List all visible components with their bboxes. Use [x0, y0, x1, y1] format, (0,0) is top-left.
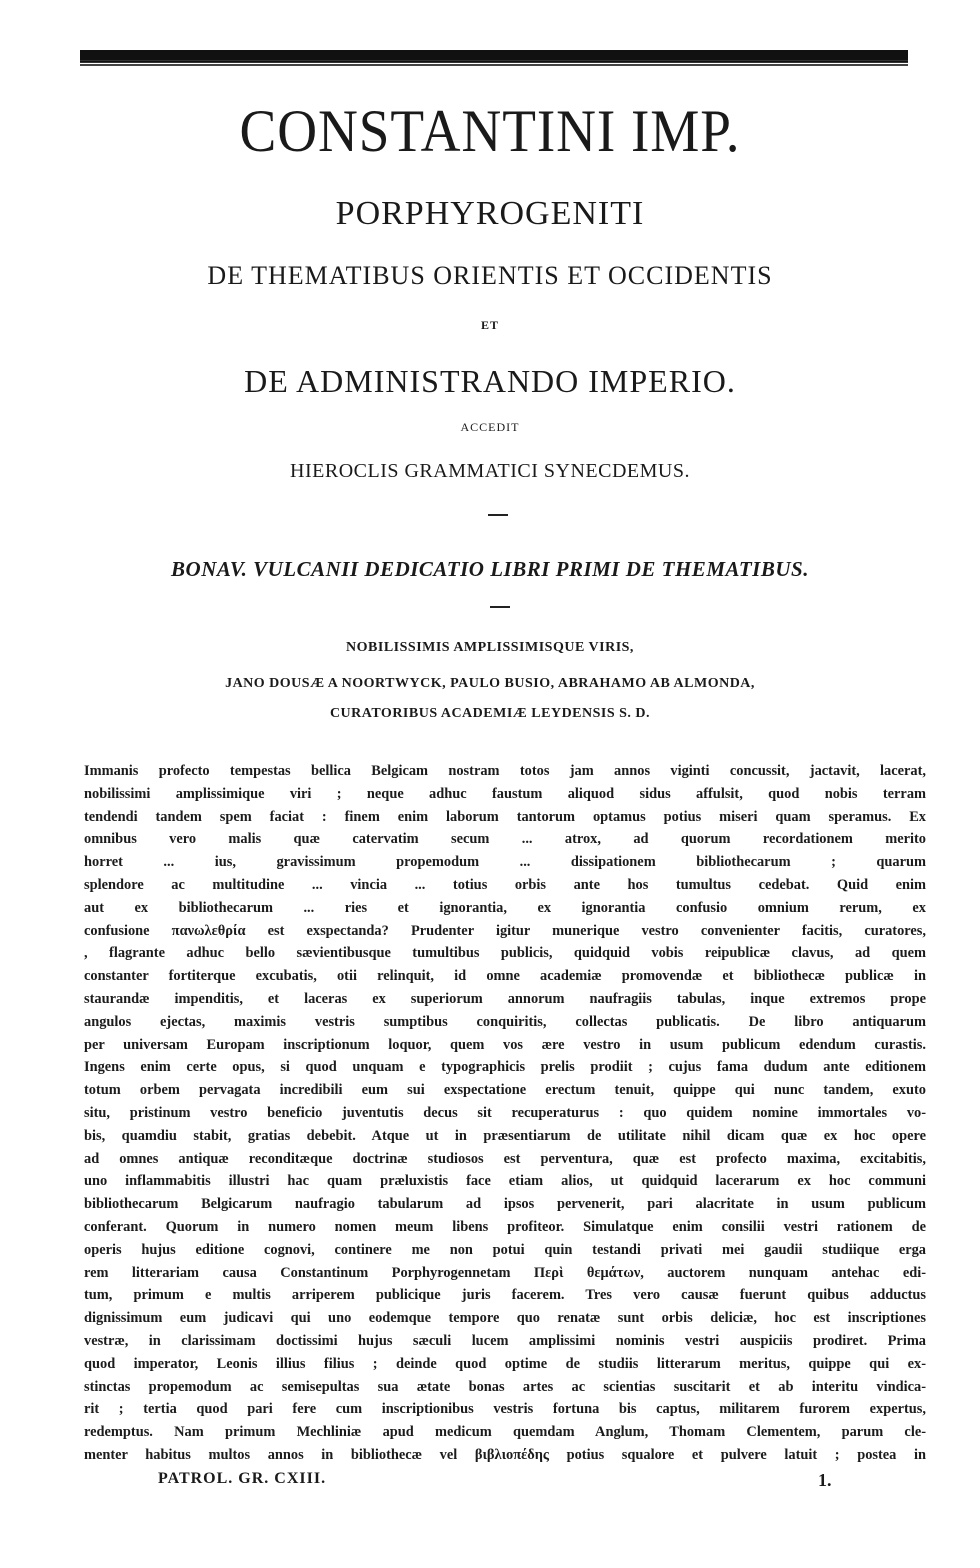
body-line: Immanis profecto tempestas bellica Belgicam nostram totos jam annos viginti concussit, jactavit, lacerat, [84, 763, 926, 779]
body-line: staurandæ impenditis, et laceras ex superiorum annorum naufragiis tabulas, inque extremos prope [84, 990, 926, 1007]
dedication-line: JANO DOUSÆ A NOORTWYCK, PAULO BUSIO, ABRAHAMO AB ALMONDA, [225, 676, 755, 691]
body-line: bis, quamdiu stabit, gratias debebit. Atque ut in præsentiarum de utilitate nihil dicam quæ ex hoc opere [84, 1127, 926, 1144]
subtitle-de-thematibus: DE THEMATIBUS ORIENTIS ET OCCIDENTIS [207, 261, 773, 290]
page-number: 1. [818, 1470, 832, 1490]
footer-signature: PATROL. GR. CXIII. [158, 1470, 327, 1487]
conjunction-et: ET [480, 318, 499, 332]
body-line: conferant. Quorum in numero nomen meum libens profiteor. Simulatque enim consilii vestri rationem de [84, 1218, 926, 1235]
body-line: bibliothecarum Belgicarum naufragio tabularum ad ipsos pervenerit, pari alacritate in usum publicum [84, 1196, 926, 1213]
body-line: tendendi tandem spem faciat : finem enim laborum tantorum optamus potius miseri quam speramus. Ex [84, 808, 926, 825]
body-line: dignissimum eum judicavi qui uno eodemque tempore quo renatæ sunt orbis deliciæ, hoc est inscriptiones [84, 1310, 926, 1327]
body-line: angulos ejectas, maximis vestris sumptibus conquiritis, collectas publicatis. De libro antiquarum [84, 1013, 926, 1030]
body-line: Ingens enim certe opus, si quod unquam e typographicis prelis prodiit ; cujus fama dudum ante editionem [84, 1059, 926, 1076]
body-line: situ, pristinum vestro beneficio juventutis decus sit recuperaturus : quo quidem nomine immortales vo- [84, 1104, 926, 1121]
body-line: vestræ, in clarissimam doctissimi hujus sæculi lucem amplissimi nominis vestri auspiciis prodiret. Prima [84, 1332, 926, 1349]
subtitle-hieroclis: HIEROCLIS GRAMMATICI SYNECDEMUS. [290, 460, 690, 482]
top-rule-thin [80, 64, 908, 66]
body-line: totum orbem pervagata incredibili eum sui exspectatione erectum tenuit, quippe qui nunc tandem, exuto [84, 1082, 926, 1099]
body-line: , flagrante adhuc bello sævientibusque tumultibus publicis, quidquid vobis reipublicæ clavus, ad quem [84, 945, 926, 962]
dedication-line: NOBILISSIMIS AMPLISSIMISQUE VIRIS, [346, 640, 634, 655]
body-line: stinctas propemodum ac semisepultas sua ætate bonas artes ac scientias suscitarit et ab interitu vindica- [84, 1378, 926, 1395]
body-line: menter habitus multos annos in bibliothecæ vel βιβλιοπέδης potius squalore et pulvere latuit ; postea in [84, 1446, 926, 1463]
body-line: redemptus. Nam primum Mechliniæ apud medicum quemdam Anglum, Thomam Clementem, parum cle- [84, 1424, 926, 1441]
body-line: operis hujus editione cognovi, continere me non potui quin testandi privati mei gaudii studiique erga [84, 1241, 926, 1258]
subtitle-porphyrogeniti: PORPHYROGENITI [335, 195, 645, 232]
body-line: rit ; tertia quod pari fere cum inscriptionibus vestris fortuna bis captus, militarem furorem expertus, [84, 1401, 926, 1418]
separator-dash [490, 606, 510, 608]
body-line: tum, primum e multis arriperem publicique juris facerem. Tres vero causæ fuerunt quibus adductus [84, 1287, 926, 1304]
separator-dash [488, 514, 508, 516]
body-line: quod imperator, Leonis illius filius ; deinde quod optime de studiis litterarum meritus, quippe qui ex- [84, 1355, 926, 1372]
body-line: per universam Europam inscriptionum loquor, quem vos ære vestro in usum publicum edendum curastis. [84, 1036, 926, 1053]
page-title: CONSTANTINI IMP. [239, 98, 741, 164]
body-line: rem litterariam causa Constantinum Porphyrogennetam Περὶ θεμάτων, auctorem nunquam antehac edi- [84, 1264, 926, 1281]
body-line: omnibus vero malis quæ catervatim secum ... atrox, ad quorum recordationem merito [84, 831, 926, 848]
label-accedit: ACCEDIT [460, 420, 520, 434]
body-text [84, 760, 926, 1467]
top-rule [80, 50, 908, 63]
body-line: uno inflammabitis illustri hac quam præluxistis face etiam alios, ut quidquid lacerarum ex hoc communi [84, 1173, 926, 1190]
body-line: horret ... ius, gravissimum propemodum ... dissipationem bibliothecarum ; quarum [84, 854, 926, 871]
body-line: nobilissimi amplissimique viri ; neque adhuc faustum aliquod sidus affulsit, quod nobis terram [84, 785, 926, 802]
body-line: ad omnes antiquæ reconditæque doctrinæ studiosos est perventura, quæ est profecto maxima, excitabitis, [84, 1150, 926, 1167]
subtitle-de-administrando: DE ADMINISTRANDO IMPERIO. [244, 363, 736, 399]
dedication-title: BONAV. VULCANII DEDICATIO LIBRI PRIMI DE THEMATIBUS. [171, 557, 809, 581]
body-line: confusione πανωλεθρία est exspectanda? Prudenter igitur munerique vestro convenienter facitis, curatores, [84, 922, 926, 939]
body-line: splendore ac multitudine ... vincia ... totius orbis ante hos tumultus cedebat. Quid enim [84, 876, 926, 893]
body-line: constanter fortiterque excubatis, otii relinquit, id omne academiæ promovendæ et bibliothecæ publicæ in [84, 968, 926, 985]
dedication-line: CURATORIBUS ACADEMIÆ LEYDENSIS S. D. [329, 706, 651, 721]
body-line: aut ex bibliothecarum ... ries et ignorantia, ex ignorantia confusio omnium rerum, ex [84, 899, 926, 916]
